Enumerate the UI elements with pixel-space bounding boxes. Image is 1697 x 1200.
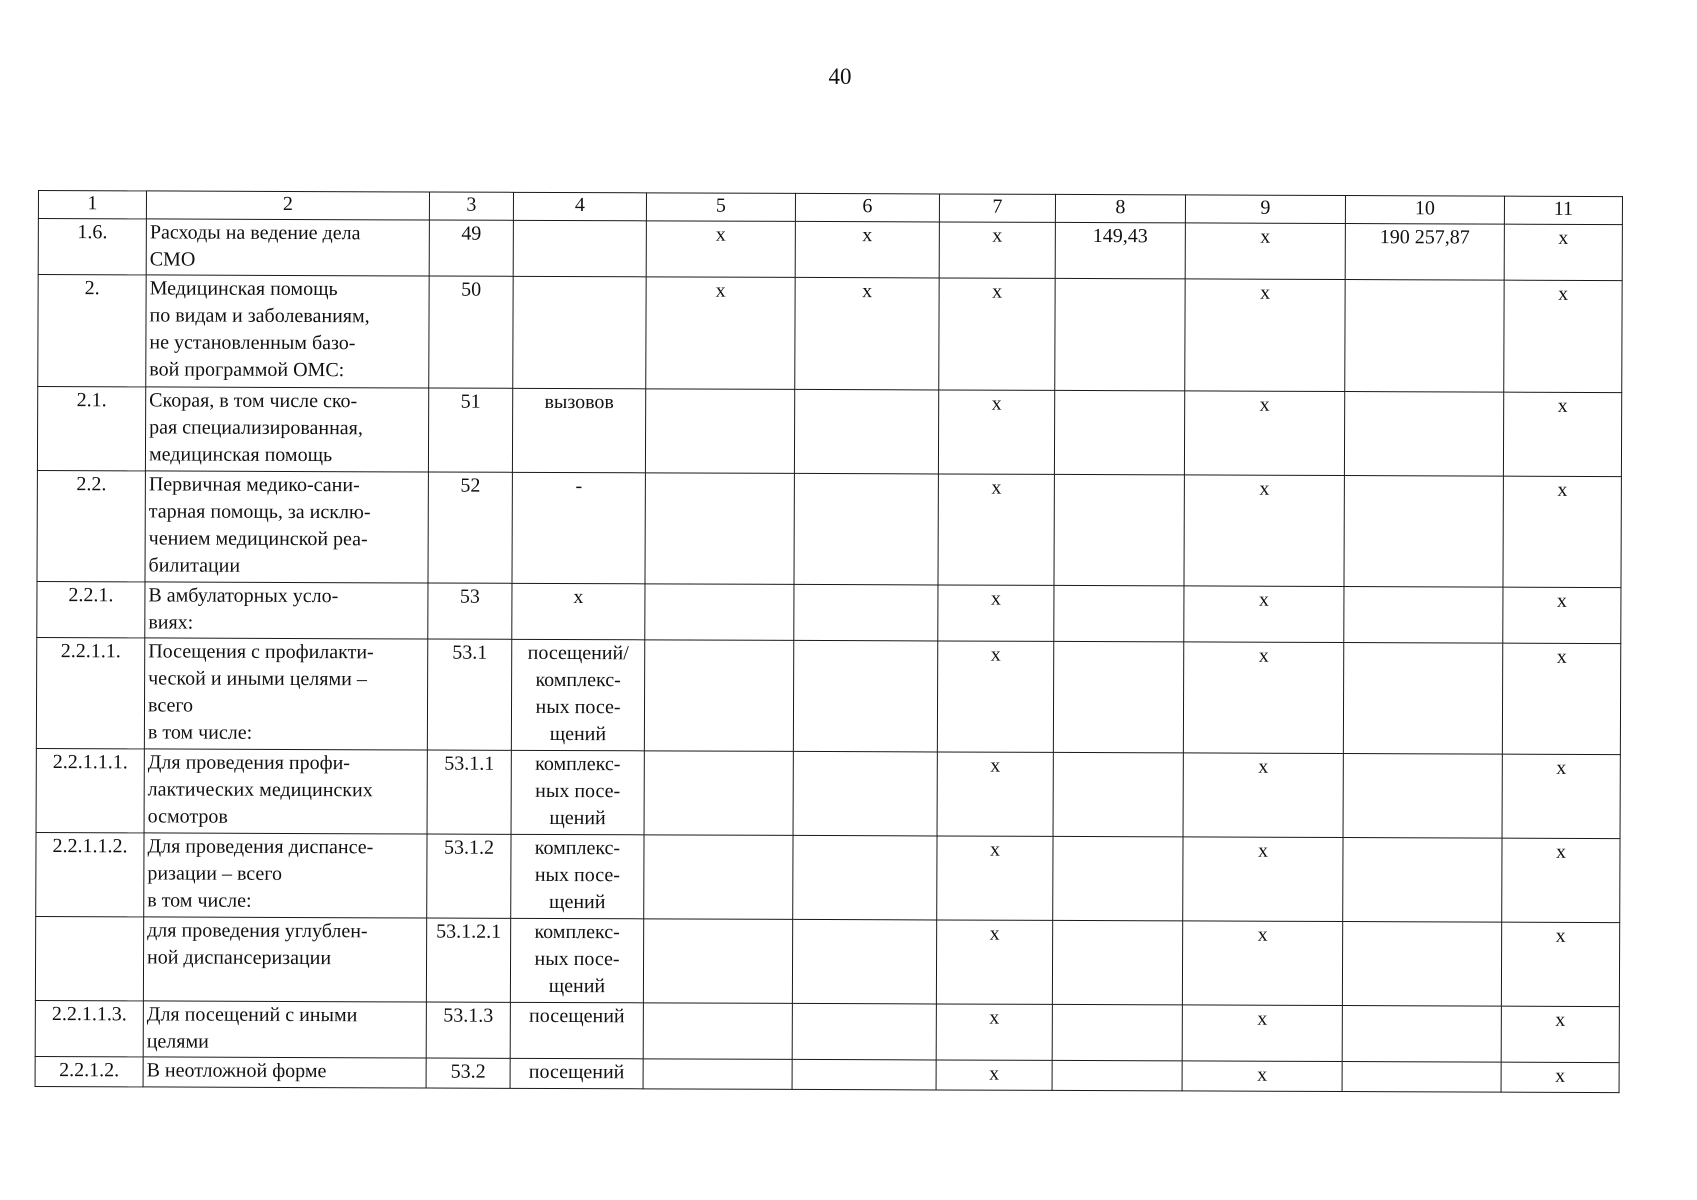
table-row: [36, 832, 1620, 922]
value-cell-col-11: х: [1501, 1062, 1619, 1092]
value-cell-col-7: х: [937, 836, 1053, 920]
row-unit-cell: комплекс- ных посе- щений: [511, 834, 644, 919]
table-row: [38, 275, 1622, 393]
header-cell-10: 10: [1345, 196, 1504, 225]
row-description-cell: Посещения с профилакти- ческой и иными целями – всего в том числе:: [144, 638, 427, 750]
value-cell-col-5: [644, 640, 793, 752]
value-cell-col-10: [1343, 643, 1502, 755]
value-cell-col-7: х: [939, 278, 1055, 390]
value-cell-col-9: х: [1183, 837, 1343, 922]
row-code-cell: 49: [429, 220, 513, 276]
row-number-cell: [35, 916, 143, 1000]
row-number-cell: 2.2.1.1.3.: [35, 1000, 143, 1056]
value-cell-col-6: [793, 835, 937, 920]
value-cell-col-5: [645, 584, 794, 641]
value-cell-col-9: х: [1183, 753, 1343, 838]
row-unit-cell: -: [512, 472, 645, 584]
table-row: [35, 1056, 1619, 1092]
value-cell-col-5: [645, 473, 794, 585]
value-cell-col-7: х: [937, 641, 1053, 752]
value-cell-col-8: [1052, 1004, 1182, 1060]
value-cell-col-11: х: [1504, 280, 1622, 392]
header-cell-3: 3: [429, 192, 513, 220]
table-row: [38, 219, 1622, 281]
value-cell-col-6: [792, 1003, 936, 1060]
header-cell-1: 1: [38, 191, 146, 219]
row-description-cell: Медицинская помощь по видам и заболеваниям, не установленным базо- вой программой ОМС:: [146, 275, 429, 388]
value-cell-col-6: [794, 389, 938, 474]
value-cell-col-8: [1054, 390, 1184, 474]
row-number-cell: 2.2.1.1.1.: [36, 748, 144, 832]
row-description-cell: Для проведения диспансе- ризации – всего в том числе:: [144, 833, 427, 918]
value-cell-col-10: [1342, 1062, 1501, 1093]
value-cell-col-8: [1054, 585, 1184, 641]
value-cell-col-5: х: [646, 221, 795, 278]
table-row: [36, 637, 1620, 754]
row-description-cell: для проведения углублен- ной диспансеризации: [143, 917, 426, 1002]
value-cell-col-7: х: [936, 920, 1052, 1004]
value-cell-col-6: х: [795, 221, 939, 278]
value-cell-col-8: [1054, 474, 1184, 585]
row-code-cell: 53: [428, 583, 512, 639]
value-cell-col-5: [643, 1059, 792, 1090]
row-description-cell: Первичная медико-сани- тарная помощь, за исклю- чением медицинской реа- билитации: [145, 471, 428, 583]
value-cell-col-8: [1053, 836, 1183, 920]
value-cell-col-7: х: [939, 222, 1055, 278]
row-code-cell: 53.1.2.1: [426, 918, 510, 1002]
value-cell-col-11: х: [1501, 922, 1619, 1006]
row-code-cell: 50: [429, 276, 513, 388]
row-unit-cell: комплекс- ных посе- щений: [511, 750, 644, 835]
row-unit-cell: посещений/ комплекс- ных посе- щений: [511, 639, 644, 751]
row-number-cell: 2.2.1.: [37, 581, 145, 637]
value-cell-col-9: х: [1183, 642, 1343, 754]
value-cell-col-6: х: [795, 277, 939, 390]
value-cell-col-10: [1344, 392, 1503, 477]
value-cell-col-6: [792, 919, 936, 1004]
value-cell-col-9: х: [1185, 279, 1345, 392]
row-code-cell: 53.1.2: [427, 834, 511, 918]
row-code-cell: 53.1: [427, 639, 511, 750]
value-cell-col-9: х: [1182, 1005, 1342, 1062]
value-cell-col-11: х: [1503, 476, 1621, 587]
table-row: [37, 581, 1621, 643]
row-number-cell: 2.1.: [37, 387, 145, 471]
row-unit-cell: посещений: [510, 1002, 643, 1059]
table-body: [35, 219, 1622, 1093]
table-row: [37, 470, 1621, 587]
value-cell-col-8: [1055, 278, 1185, 390]
header-cell-5: 5: [646, 193, 795, 222]
row-unit-cell: [513, 276, 646, 389]
row-description-cell: В амбулаторных усло- виях:: [145, 582, 428, 639]
header-cell-4: 4: [513, 192, 646, 221]
value-cell-col-9: х: [1182, 921, 1342, 1006]
table-row: [37, 387, 1621, 477]
row-code-cell: 53.1.1: [427, 750, 511, 834]
header-cell-9: 9: [1185, 195, 1345, 224]
value-cell-col-5: [644, 835, 793, 920]
row-unit-cell: [513, 220, 646, 277]
page-number: 40: [828, 64, 852, 89]
value-cell-col-10: [1344, 587, 1503, 644]
table-row: [36, 748, 1620, 838]
value-cell-col-7: х: [938, 390, 1054, 474]
value-cell-col-9: х: [1184, 586, 1344, 643]
value-cell-col-6: [794, 473, 938, 585]
row-code-cell: 51: [428, 388, 512, 472]
value-cell-col-9: х: [1184, 475, 1344, 587]
value-cell-col-6: [793, 640, 937, 752]
value-cell-col-10: 190 257,87: [1345, 224, 1504, 281]
value-cell-col-10: [1342, 922, 1501, 1007]
value-cell-col-7: х: [938, 474, 1054, 585]
row-number-cell: 2.2.: [37, 470, 145, 581]
row-unit-cell: вызовов: [512, 388, 645, 473]
value-cell-col-8: [1053, 752, 1183, 836]
value-cell-col-10: [1343, 838, 1502, 923]
value-cell-col-11: х: [1503, 392, 1621, 476]
value-cell-col-11: х: [1502, 643, 1620, 754]
value-cell-col-9: х: [1184, 391, 1344, 476]
header-cell-6: 6: [795, 193, 939, 222]
value-cell-col-11: х: [1504, 224, 1622, 280]
value-cell-col-6: [793, 751, 937, 836]
value-cell-col-10: [1345, 280, 1504, 393]
row-code-cell: 52: [428, 472, 512, 583]
header-cell-11: 11: [1504, 196, 1622, 224]
value-cell-col-6: [794, 584, 938, 641]
value-cell-col-8: [1052, 920, 1182, 1004]
value-cell-col-7: х: [936, 1004, 1052, 1060]
row-unit-cell: комплекс- ных посе- щений: [510, 918, 643, 1003]
row-number-cell: 2.2.1.2.: [35, 1056, 143, 1086]
value-cell-col-10: [1344, 476, 1503, 588]
value-cell-col-9: х: [1185, 223, 1345, 280]
value-cell-col-8: 149,43: [1055, 222, 1185, 278]
row-description-cell: В неотложной форме: [143, 1057, 426, 1088]
value-cell-col-7: х: [937, 752, 1053, 836]
row-description-cell: Для посещений с иными целями: [143, 1001, 426, 1058]
value-cell-col-5: х: [646, 277, 795, 390]
row-number-cell: 1.6.: [38, 219, 146, 275]
value-cell-col-11: х: [1502, 838, 1620, 922]
table-row: [35, 916, 1619, 1006]
row-number-cell: 2.2.1.1.2.: [36, 832, 144, 916]
value-cell-col-5: [645, 389, 794, 474]
row-unit-cell: посещений: [510, 1058, 643, 1089]
row-code-cell: 53.2: [426, 1058, 510, 1088]
value-cell-col-8: [1052, 1060, 1182, 1090]
value-cell-col-9: х: [1182, 1061, 1342, 1092]
value-cell-col-5: [643, 919, 792, 1004]
value-cell-col-11: х: [1502, 754, 1620, 838]
value-cell-col-5: [644, 751, 793, 836]
value-cell-col-10: [1342, 1006, 1501, 1063]
value-cell-col-5: [643, 1003, 792, 1060]
header-cell-2: 2: [146, 191, 429, 220]
header-cell-7: 7: [939, 194, 1055, 222]
row-code-cell: 53.1.3: [426, 1002, 510, 1058]
row-number-cell: 2.2.1.1.: [36, 637, 144, 748]
row-description-cell: Для проведения профи- лактических медицинских осмотров: [144, 749, 427, 834]
row-description-cell: Расходы на ведение дела СМО: [146, 219, 429, 276]
value-cell-col-7: х: [936, 1060, 1052, 1090]
value-cell-col-7: х: [938, 585, 1054, 641]
value-cell-col-6: [792, 1059, 936, 1090]
value-cell-col-11: х: [1503, 587, 1621, 643]
row-number-cell: 2.: [38, 275, 146, 387]
value-cell-col-10: [1343, 754, 1502, 839]
header-cell-8: 8: [1055, 194, 1185, 222]
value-cell-col-11: х: [1501, 1006, 1619, 1062]
row-description-cell: Скорая, в том числе ско- рая специализированная, медицинская помощь: [145, 387, 428, 472]
row-unit-cell: х: [512, 583, 645, 640]
table-row: [35, 1000, 1619, 1062]
report-table: [35, 190, 1623, 1093]
value-cell-col-8: [1053, 641, 1183, 752]
